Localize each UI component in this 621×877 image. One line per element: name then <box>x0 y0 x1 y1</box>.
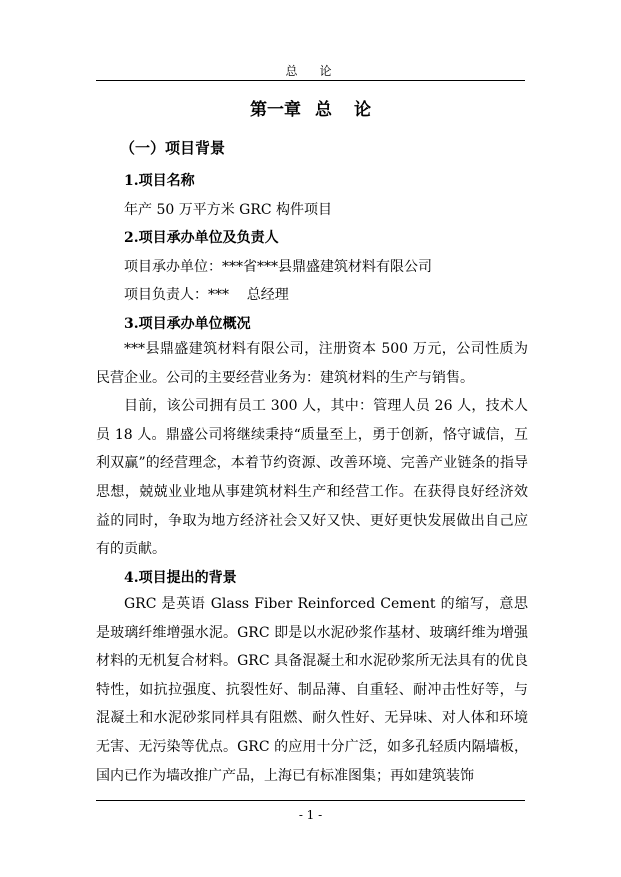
item3-paragraph-2: 目前，该公司拥有员工 300 人，其中：管理人员 26 人，技术人员 18 人。鼎盛公司将继续秉持“质量至上，勇于创新，恪守诚信，互利双赢”的经营理念，本着节约资源、改善环境、完善产业链条的指导思想，兢兢业业地从事建筑材料生产和经营工作。在获得良好经济效益的同时，争取为地方经济社会又好又快、更好更快发展做出自己应有的贡献。 <box>96 398 528 558</box>
item1-heading: 1.项目名称 <box>124 173 195 189</box>
header-title-a: 总 <box>285 64 302 78</box>
item1-text: 年产 50 万平方米 GRC 构件项目 <box>124 202 333 218</box>
page-number: - 1 - <box>298 808 323 822</box>
chapter-word-a: 总 <box>315 100 332 120</box>
item3-heading: 3.项目承办单位概况 <box>124 316 251 332</box>
item4-paragraph-1: GRC 是英语 Glass Fiber Reinforced Cement 的缩写，意思是玻璃纤维增强水泥。GRC 即是以水泥砂浆作基材、玻璃纤维为增强材料的无机复合材料。GRC 具备混凝土和水泥砂浆所无法具有的优良特性，如抗拉强度、抗裂性好、制品薄、自重轻、耐冲击性好等，与混凝土和水泥砂浆同样具有阻燃、耐久性好、无异味、对人体和环境无害、无污染等优点。GRC 的应用十分广泛，如多孔轻质内隔墙板，国内已作为墙改推广产品，上海已有标准图集；再如建筑装饰 <box>96 596 528 784</box>
footer-rule <box>96 800 525 801</box>
item3-body <box>96 335 528 564</box>
item2-unit: 项目承办单位：***省***县鼎盛建筑材料有限公司 <box>124 259 432 275</box>
header-rule <box>96 80 525 81</box>
running-header <box>0 62 621 79</box>
chapter-title <box>0 95 621 120</box>
chapter-word-b: 论 <box>354 100 371 120</box>
item4-heading: 4.项目提出的背景 <box>124 570 237 586</box>
item2-heading: 2.项目承办单位及负责人 <box>124 230 279 246</box>
item2-person: 项目负责人：*** 总经理 <box>124 287 289 303</box>
item3-paragraph-1: ***县鼎盛建筑材料有限公司，注册资本 500 万元，公司性质为民营企业。公司的主要经营业务为：建筑材料的生产与销售。 <box>96 341 528 386</box>
section-heading: （一）项目背景 <box>120 139 226 157</box>
chapter-prefix: 第一章 <box>250 100 301 120</box>
item4-body <box>96 590 528 790</box>
header-title-b: 论 <box>319 64 336 78</box>
